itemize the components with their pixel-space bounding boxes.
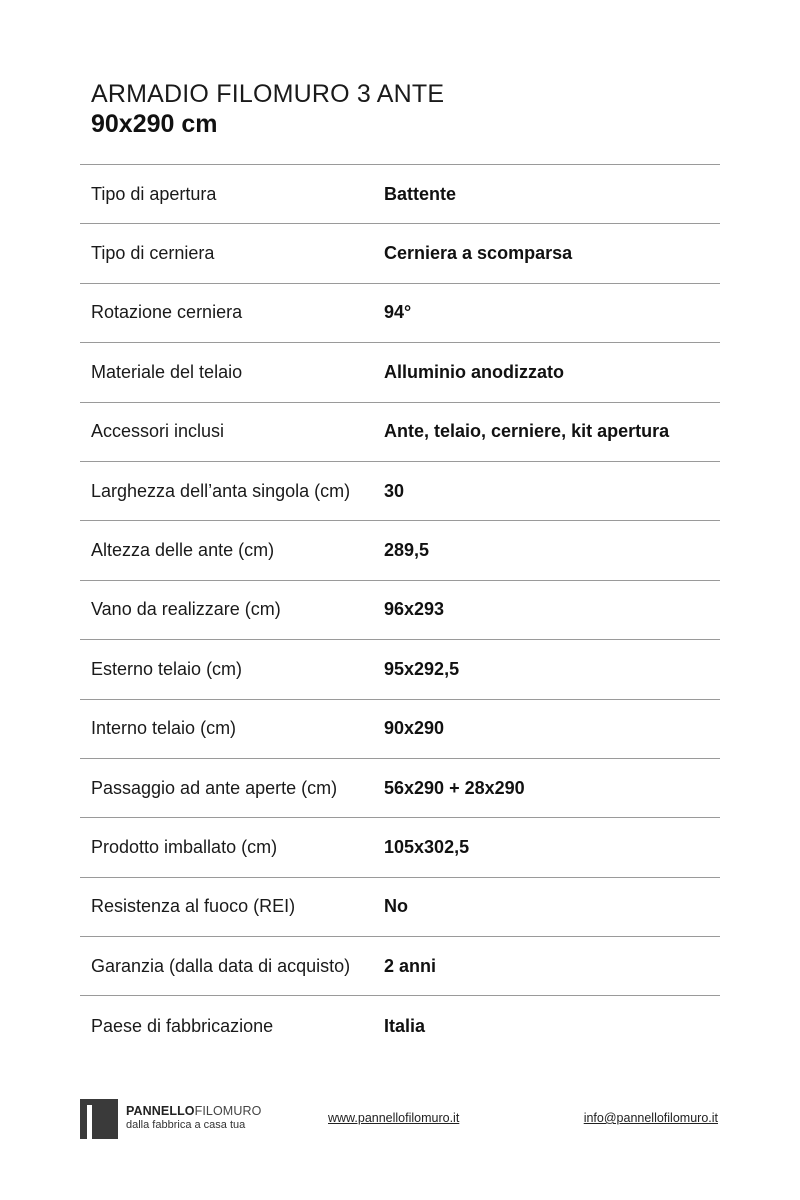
- spec-label: Interno telaio (cm): [91, 718, 237, 739]
- spec-row: [80, 700, 720, 759]
- spec-value: 30: [384, 480, 405, 501]
- spec-label: Rotazione cerniera: [91, 302, 243, 323]
- spec-row: [80, 937, 720, 996]
- spec-row: [80, 818, 720, 877]
- spec-value: 90x290: [384, 718, 445, 739]
- spec-table: [80, 164, 720, 1056]
- brand-tagline: dalla fabbrica a casa tua: [126, 1119, 246, 1131]
- brand-name-light: FILOMURO: [194, 1104, 262, 1118]
- spec-row: [80, 165, 720, 224]
- spec-row: [80, 521, 720, 580]
- brand-logo: [80, 1099, 261, 1139]
- spec-value: 94°: [384, 302, 412, 323]
- page-title: ARMADIO FILOMURO 3 ANTE: [91, 80, 445, 108]
- spec-row: [80, 581, 720, 640]
- spec-row: [80, 403, 720, 462]
- email-link[interactable]: info@pannellofilomuro.it: [583, 1111, 718, 1125]
- footer: [80, 1099, 720, 1143]
- spec-value: 56x290 + 28x290: [384, 777, 525, 798]
- spec-label: Prodotto imballato (cm): [91, 836, 278, 857]
- spec-value: Ante, telaio, cerniere, kit apertura: [384, 421, 670, 442]
- spec-label: Altezza delle ante (cm): [91, 540, 275, 561]
- spec-label: Passaggio ad ante aperte (cm): [91, 777, 338, 798]
- spec-value: 2 anni: [384, 955, 437, 976]
- spec-label: Vano da realizzare (cm): [91, 599, 281, 620]
- spec-value: Battente: [384, 183, 457, 204]
- spec-row: [80, 759, 720, 818]
- spec-value: 96x293: [384, 599, 445, 620]
- spec-label: Accessori inclusi: [91, 421, 225, 442]
- spec-label: Garanzia (dalla data di acquisto): [91, 955, 351, 976]
- spec-label: Tipo di apertura: [91, 183, 217, 204]
- spec-row: [80, 284, 720, 343]
- spec-label: Paese di fabbricazione: [91, 1015, 274, 1036]
- spec-row: [80, 462, 720, 521]
- spec-value: Italia: [384, 1015, 426, 1036]
- spec-row: [80, 878, 720, 937]
- spec-row: [80, 996, 720, 1055]
- spec-value: 95x292,5: [384, 658, 460, 679]
- spec-value: No: [384, 896, 408, 917]
- brand-name-bold: PANNELLO: [126, 1104, 195, 1118]
- spec-label: Materiale del telaio: [91, 361, 243, 382]
- door-logo-icon: [80, 1099, 118, 1139]
- logo-text: [126, 1104, 261, 1132]
- title-block: [91, 80, 444, 139]
- spec-row: [80, 224, 720, 283]
- website-link[interactable]: www.pannellofilomuro.it: [328, 1111, 460, 1125]
- spec-value: 105x302,5: [384, 836, 470, 857]
- spec-value: Cerniera a scomparsa: [384, 243, 573, 264]
- spec-label: Tipo di cerniera: [91, 243, 215, 264]
- spec-label: Larghezza dell’anta singola (cm): [91, 480, 351, 501]
- spec-row: [80, 343, 720, 402]
- spec-value: Alluminio anodizzato: [384, 361, 564, 382]
- spec-value: 289,5: [384, 540, 430, 561]
- brand-name: [126, 1104, 261, 1118]
- spec-label: Esterno telaio (cm): [91, 658, 243, 679]
- spec-row: [80, 640, 720, 699]
- spec-label: Resistenza al fuoco (REI): [91, 896, 296, 917]
- page-subtitle: 90x290 cm: [91, 110, 218, 138]
